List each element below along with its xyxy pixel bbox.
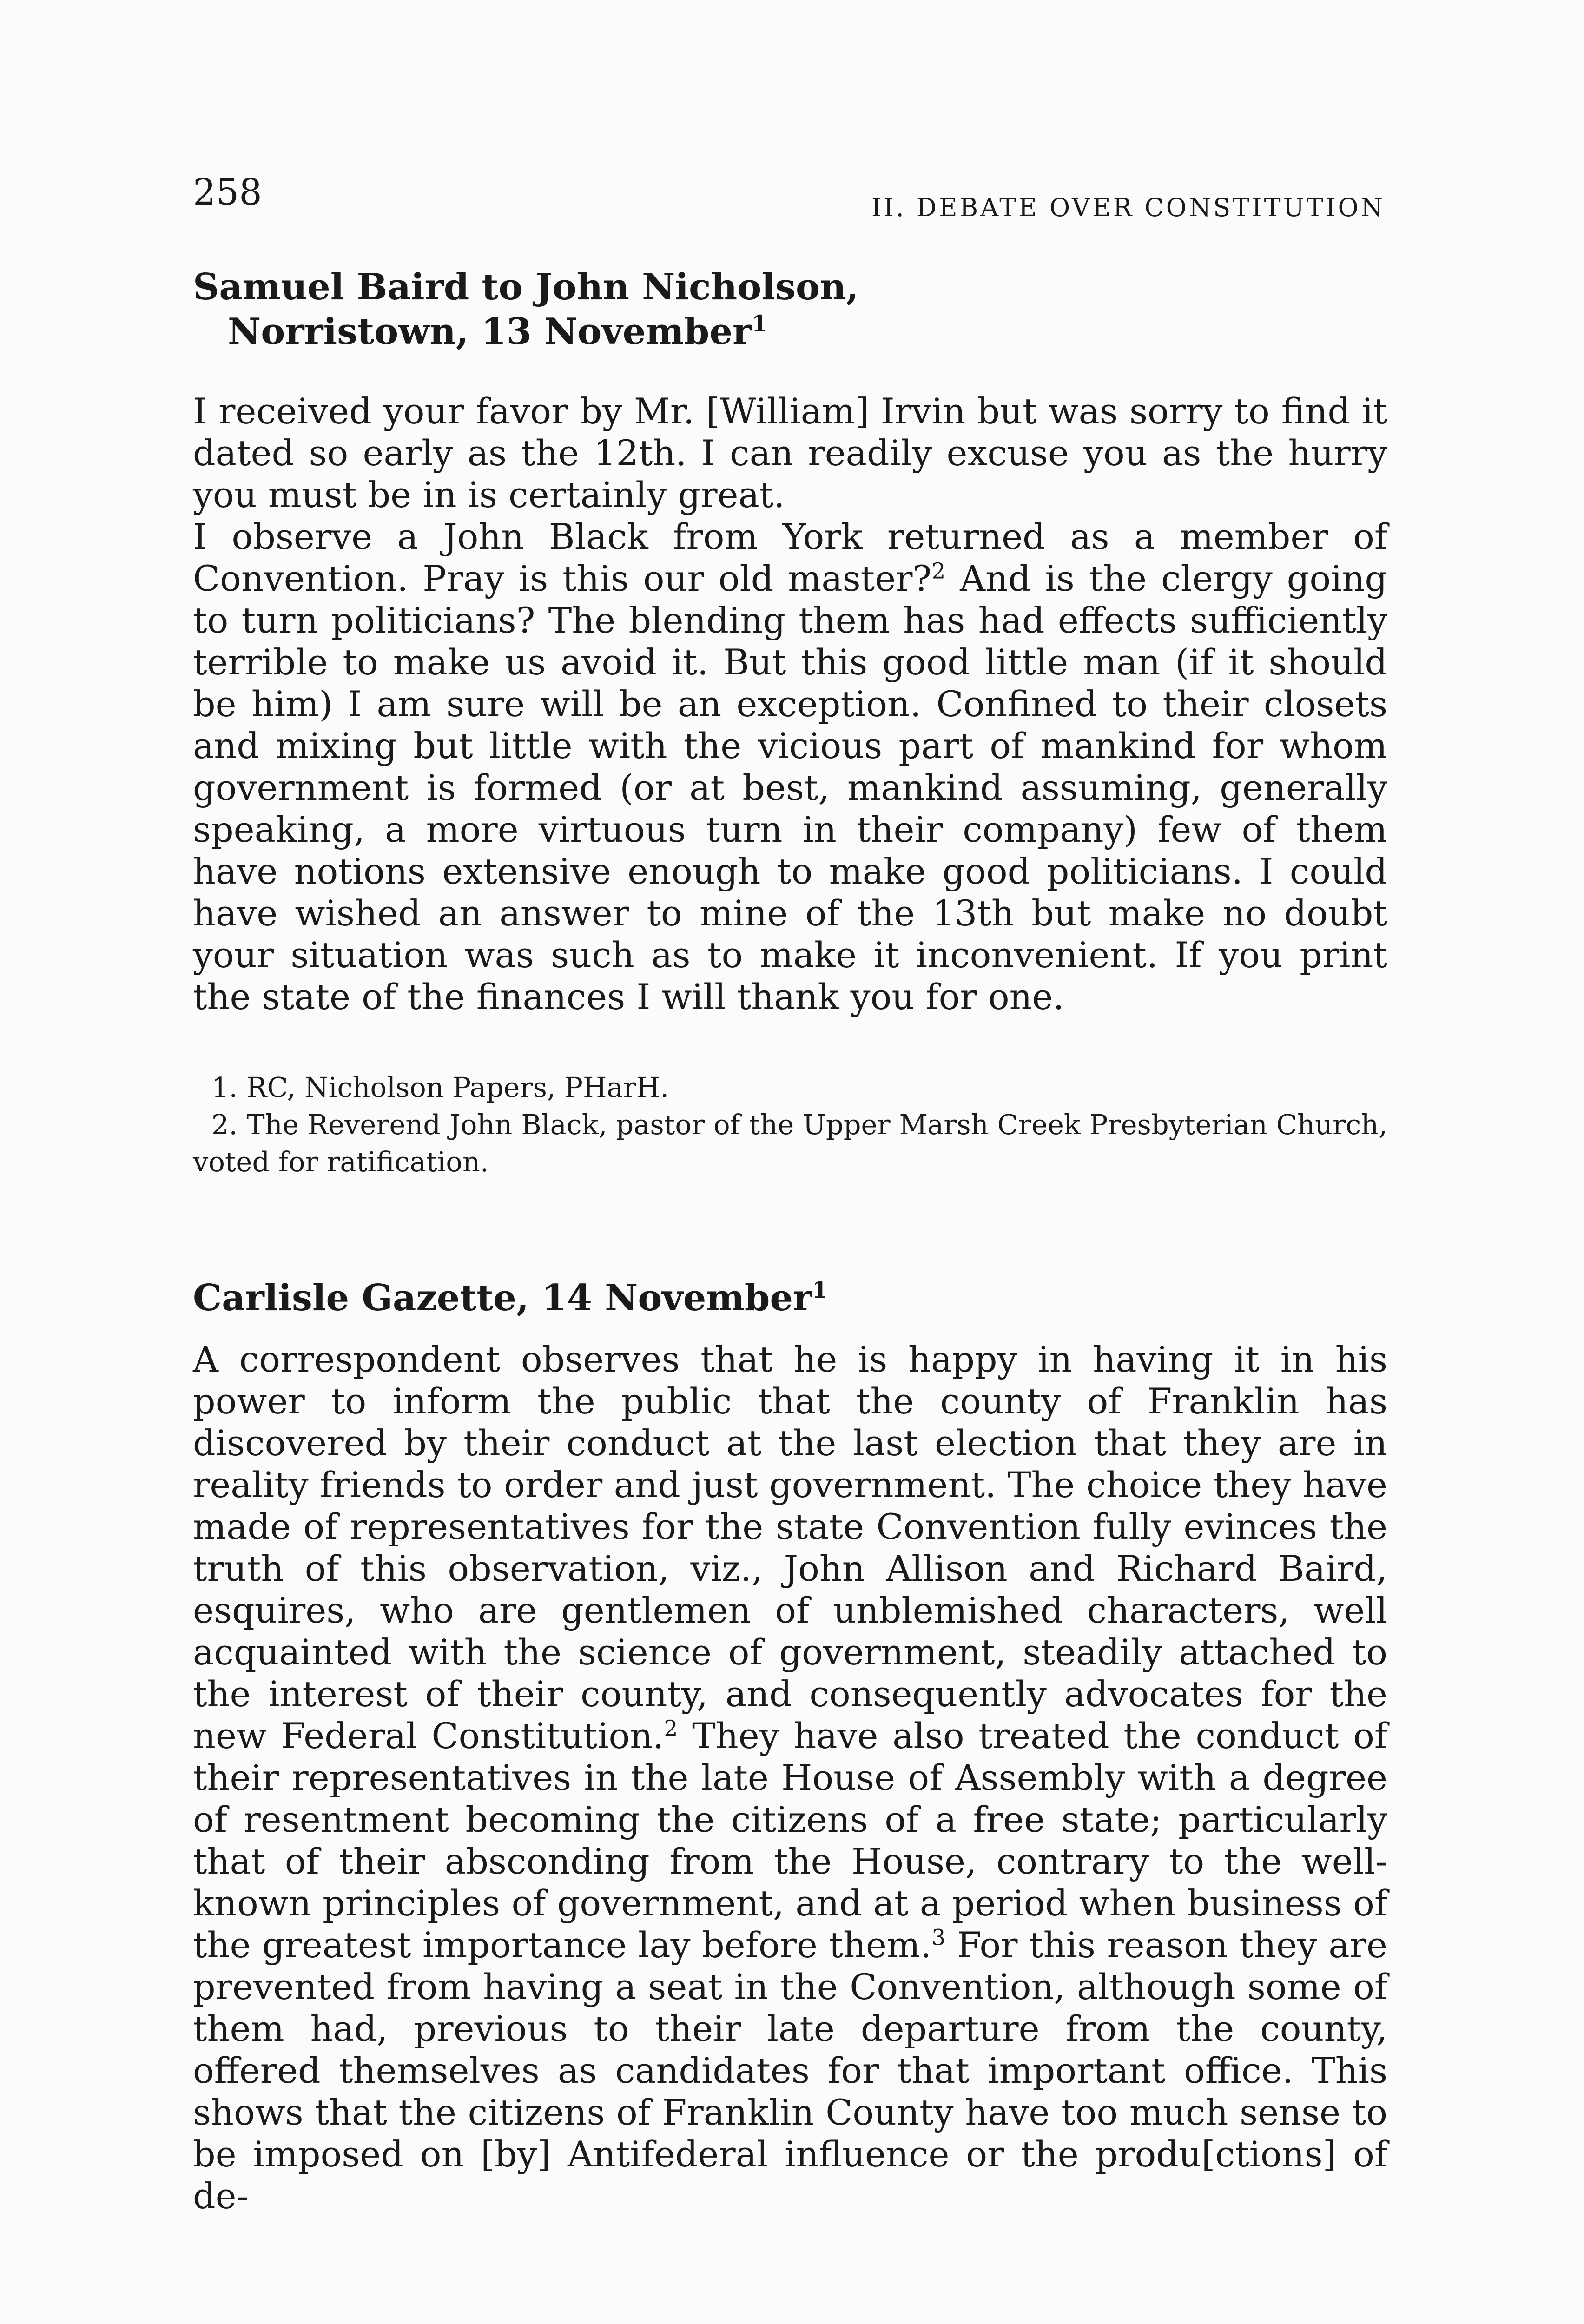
letter-footnotes: [193, 1069, 1387, 1181]
letter-body: [193, 390, 1387, 1018]
footnote-ref: 2: [931, 558, 946, 584]
running-head: II. DEBATE OVER CONSTITUTION: [871, 193, 1385, 222]
footnote-ref: 3: [931, 1925, 946, 1951]
footnote-1: 1. RC, Nicholson Papers, PHarH.: [211, 1071, 669, 1103]
article-body: [193, 1339, 1387, 2217]
footnote-ref: 1: [752, 311, 767, 337]
footnote-ref: 2: [664, 1716, 678, 1742]
footnote-ref: 1: [812, 1277, 828, 1303]
page-number: 258: [193, 172, 262, 213]
letter-heading: [193, 265, 1387, 354]
letter-heading-line1: Samuel Baird to John Nicholson,: [193, 266, 859, 308]
letter-paragraph-2: I observe a John Black from York returned as a member of Convention. Pray is this our old master?$^2$ And is the clergy going to turn politicians? The blending them has had effects sufficiently terrible to make us avoid it. But this good little man (if it should be him) I am sure will be an exception. Confined to their closets and mixing but little with the vicious part of mankind for whom government is formed (or at best, mankind assuming, generally speaking, a more virtuous turn in their company) few of them have notions extensive enough to make good politicians. I could have wished an answer to mine of the 13th but make no doubt your situation was such as to make it inconvenient. If you print the state of the finances I will thank you for one.: [193, 516, 1387, 1017]
article-heading: Carlisle Gazette, 14 November$^1$: [193, 1277, 828, 1319]
letter-paragraph-1: I received your favor by Mr. [William] Irvin but was sorry to find it dated so early as the 12th. I can readily excuse you as the hurry you must be in is certainly great.: [193, 390, 1387, 515]
letter-heading-line2: Norristown, 13 November$^1$: [228, 310, 767, 353]
footnote-2: 2. The Reverend John Black, pastor of the Upper Marsh Creek Presbyterian Church, voted for ratification.: [193, 1109, 1387, 1178]
article-paragraph: A correspondent observes that he is happy in having it in his power to inform the public that the county of Franklin has discovered by their conduct at the last election that they are in reality friends to order and just government. The choice they have made of representatives for the state Convention fully evinces the truth of this observation, viz., John Allison and Richard Baird, esquires, who are gentlemen of unblemished characters, well acquainted with the science of government, steadily attached to the interest of their county, and consequently advocates for the new Federal Constitution.$^2$ They have also treated the conduct of their representatives in the late House of Assembly with a degree of resentment becoming the citizens of a free state; particularly that of their absconding from the House, contrary to the well-known principles of government, and at a period when business of the greatest importance lay before them.$^3$ For this reason they are prevented from having a seat in the Convention, although some of them had, previous to their late departure from the county, offered themselves as candidates for that important office. This shows that the citizens of Franklin County have too much sense to be imposed on [by] Antifederal influence or the produ[ctions] of de-: [193, 1339, 1388, 2217]
